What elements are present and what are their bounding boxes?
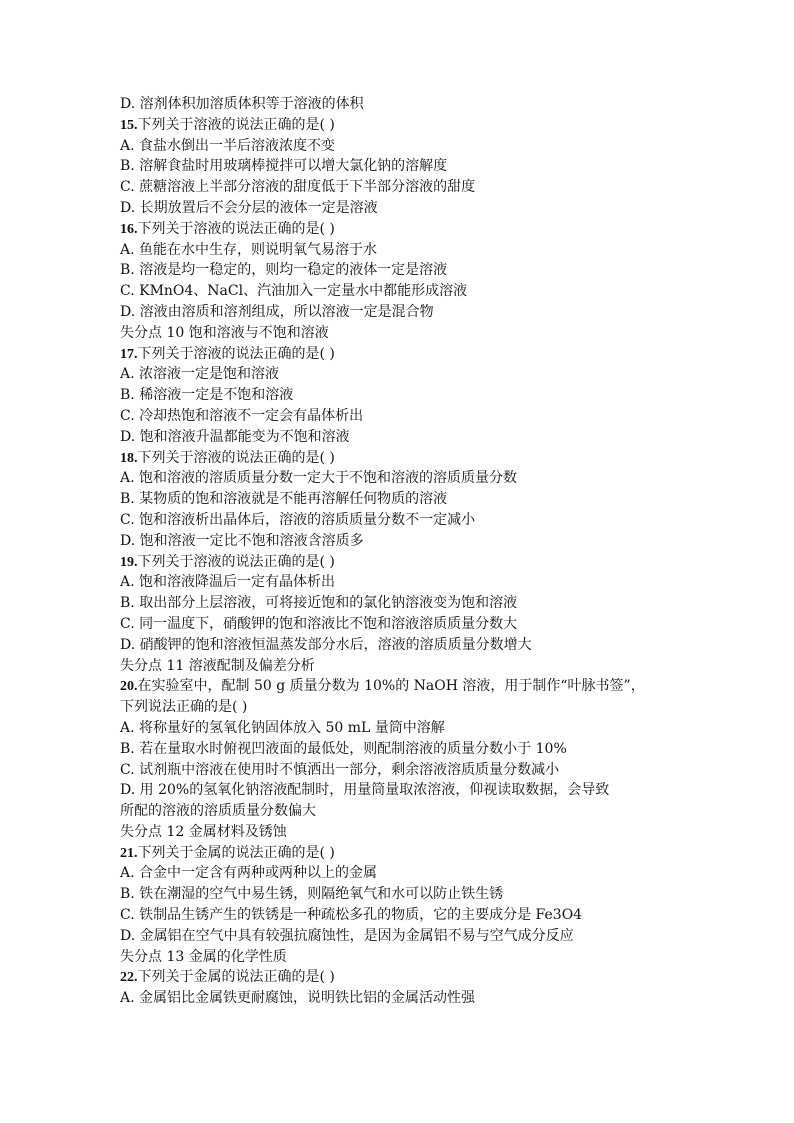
answer-option: D. 金属铝在空气中具有较强抗腐蚀性，是因为金属铝不易与空气成分反应 (120, 927, 574, 944)
question-text: 下列关于金属的说法正确的是( ) (137, 844, 335, 861)
question-stem (120, 448, 700, 469)
answer-option: A. 浓溶液一定是饱和溶液 (120, 366, 280, 383)
answer-option: C. 蔗糖溶液上半部分溶液的甜度低于下半部分溶液的甜度 (120, 179, 476, 196)
question-number: 15. (120, 117, 138, 133)
question-stem (120, 115, 700, 136)
answer-option: C. KMnO4、NaCl、汽油加入一定量水中都能形成溶液 (120, 283, 468, 300)
question-number: 21. (120, 845, 138, 861)
question-text: 下列关于溶液的说法正确的是( ) (137, 345, 335, 362)
question-stem (120, 676, 700, 697)
question-text: 下列关于溶液的说法正确的是( ) (137, 116, 335, 133)
answer-option: A. 合金中一定含有两种或两种以上的金属 (120, 865, 378, 882)
answer-option: B. 某物质的饱和溶液就是不能再溶解任何物质的溶液 (120, 491, 448, 508)
answer-option: C. 同一温度下，硝酸钾的饱和溶液比不饱和溶液溶质质量分数大 (120, 615, 518, 632)
answer-option: A. 饱和溶液降温后一定有晶体析出 (120, 574, 336, 591)
question-stem (120, 552, 700, 573)
answer-option: A. 食盐水倒出一半后溶液浓度不变 (120, 137, 336, 154)
answer-option: A. 鱼能在水中生存，则说明氧气易溶于水 (120, 241, 378, 258)
answer-option: B. 稀溶液一定是不饱和溶液 (120, 387, 294, 404)
question-text: 下列关于溶液的说法正确的是( ) (137, 449, 335, 466)
answer-option: 下列说法正确的是( ) (120, 699, 248, 716)
answer-option: C. 铁制品生锈产生的铁锈是一种疏松多孔的物质，它的主要成分是 Fe3O4 (120, 907, 583, 924)
question-text: 下列关于金属的说法正确的是( ) (137, 969, 335, 986)
answer-option: D. 长期放置后不会分层的液体一定是溶液 (120, 199, 378, 216)
answer-option: D. 溶液由溶质和溶剂组成，所以溶液一定是混合物 (120, 303, 434, 320)
answer-option: D. 硝酸钾的饱和溶液恒温蒸发部分水后，溶液的溶质质量分数增大 (120, 636, 532, 653)
question-stem (120, 967, 700, 988)
answer-option: C. 冷却热饱和溶液不一定会有晶体析出 (120, 407, 364, 424)
answer-option: B. 溶解食盐时用玻璃棒搅拌可以增大氯化钠的溶解度 (120, 158, 448, 175)
section-heading: 失分点 10 饱和溶液与不饱和溶液 (120, 324, 329, 341)
section-heading: 失分点 13 金属的化学性质 (120, 948, 287, 965)
answer-option: D. 饱和溶液升温都能变为不饱和溶液 (120, 428, 350, 445)
answer-option: B. 铁在潮湿的空气中易生锈，则隔绝氧气和水可以防止铁生锈 (120, 886, 504, 903)
question-text: 下列关于溶液的说法正确的是( ) (137, 553, 335, 570)
question-number: 22. (120, 970, 138, 986)
question-text: 在实验室中，配制 50 g 质量分数为 10%的 NaOH 溶液，用于制作“叶脉书签”， (137, 678, 645, 695)
question-stem (120, 219, 700, 240)
answer-option: A. 将称量好的氢氧化钠固体放入 50 mL 量筒中溶解 (120, 719, 445, 736)
answer-option: C. 饱和溶液析出晶体后，溶液的溶质质量分数不一定减小 (120, 511, 476, 528)
answer-option: D. 饱和溶液一定比不饱和溶液含溶质多 (120, 532, 364, 549)
answer-option: D. 溶剂体积加溶质体积等于溶液的体积 (120, 96, 364, 112)
answer-option: B. 溶液是均一稳定的，则均一稳定的液体一定是溶液 (120, 262, 448, 279)
answer-option: 所配的溶液的溶质质量分数偏大 (120, 803, 316, 820)
section-heading: 失分点 11 溶液配制及偏差分析 (120, 657, 315, 674)
answer-option: A. 金属铝比金属铁更耐腐蚀，说明铁比铝的金属活动性强 (120, 990, 476, 1007)
answer-option: A. 饱和溶液的溶质质量分数一定大于不饱和溶液的溶质质量分数 (120, 470, 518, 487)
question-number: 20. (120, 679, 138, 695)
question-stem (120, 843, 700, 864)
question-stem (120, 344, 700, 365)
question-text: 下列关于溶液的说法正确的是( ) (137, 220, 335, 237)
question-list (120, 94, 700, 1009)
question-number: 17. (120, 346, 138, 362)
section-heading: 失分点 12 金属材料及锈蚀 (120, 823, 287, 840)
question-number: 19. (120, 554, 138, 570)
question-number: 18. (120, 450, 138, 466)
answer-option: C. 试剂瓶中溶液在使用时不慎洒出一部分，剩余溶液溶质质量分数减小 (120, 761, 560, 778)
answer-option: D. 用 20%的氢氧化钠溶液配制时，用量筒量取浓溶液，仰视读取数据，会导致 (120, 782, 610, 799)
question-number: 16. (120, 221, 138, 237)
answer-option: B. 取出部分上层溶液，可将接近饱和的氯化钠溶液变为饱和溶液 (120, 595, 518, 612)
answer-option: B. 若在量取水时俯视凹液面的最低处，则配制溶液的质量分数小于 10% (120, 740, 567, 757)
